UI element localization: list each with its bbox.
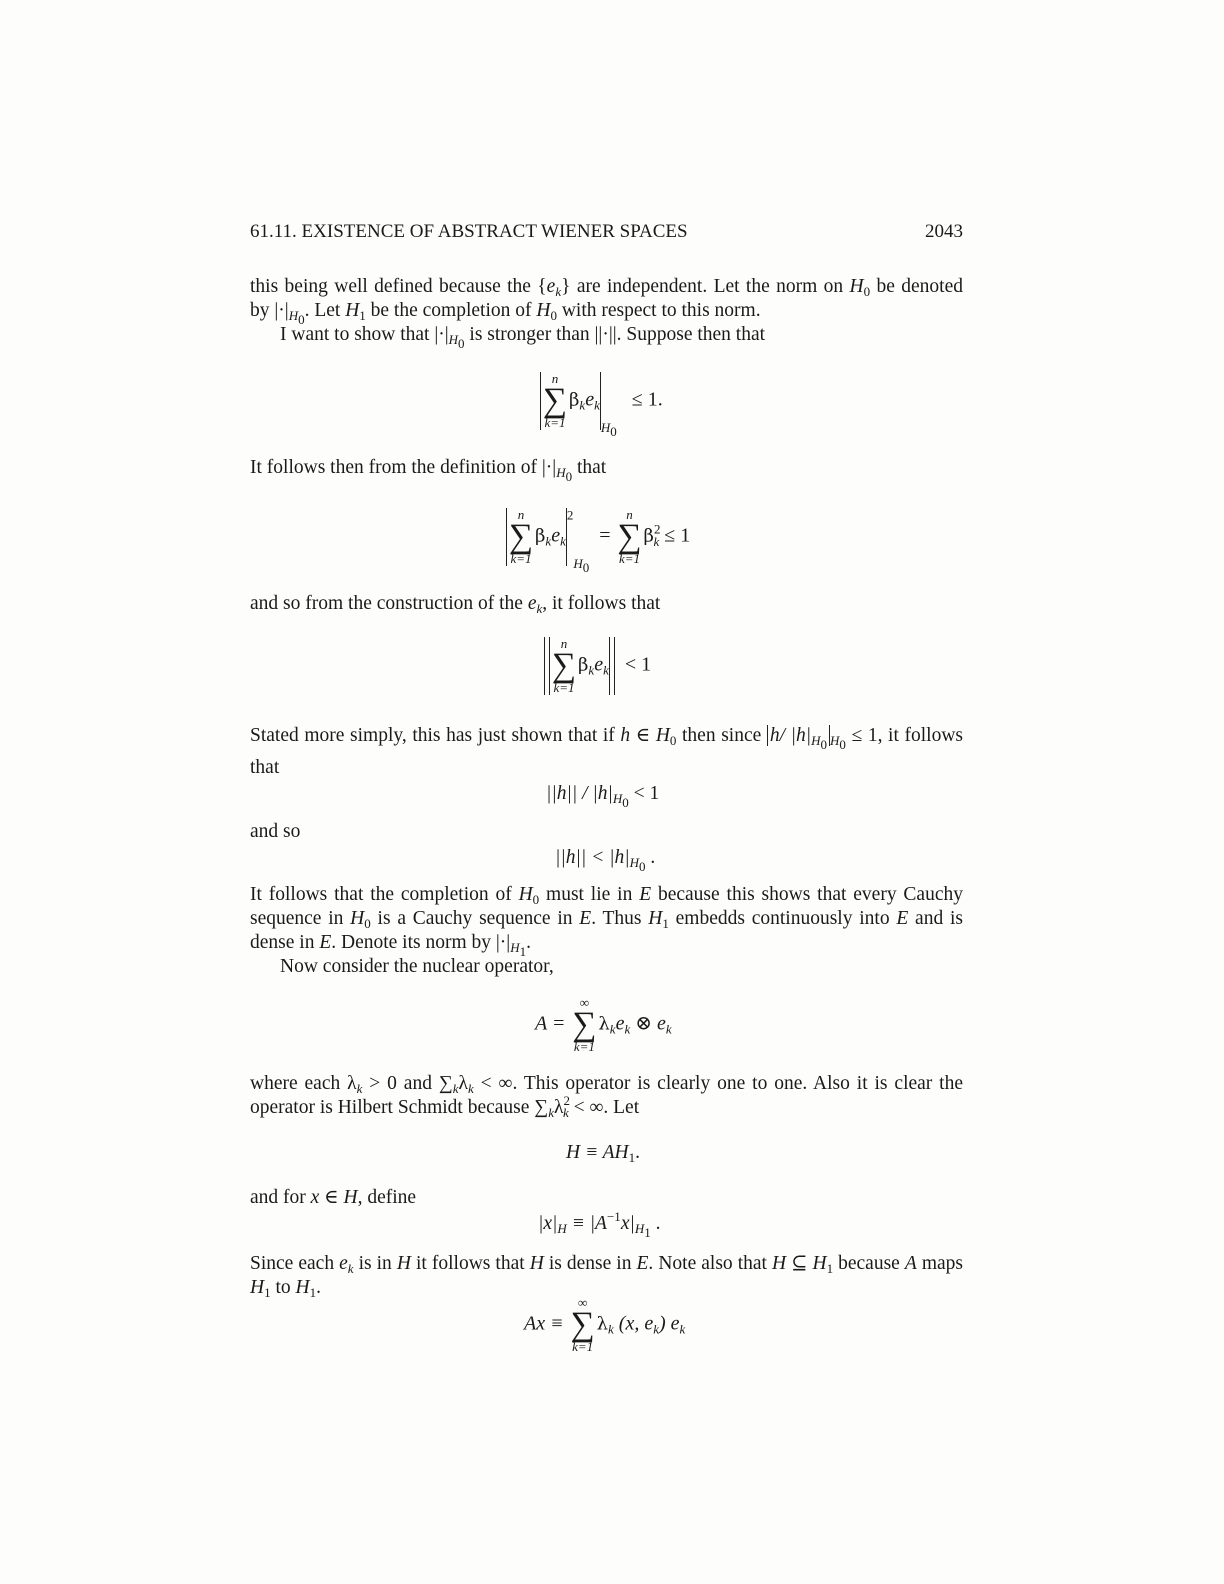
- paragraph-line: Since each $e_k$ is in H it follows that H is dense in E. Note also that H ⊆ $H_1$ because A maps: [250, 1253, 963, 1276]
- paragraph-line: this being well defined because the $\{e_k\}$ are independent. Let the norm on $H_0$ be denoted: [250, 276, 964, 299]
- paragraph-line: It follows that the completion of $H_0$ must lie in E because this shows that every Cauchy: [250, 884, 963, 907]
- paragraph-line: Now consider the nuclear operator,: [280, 956, 554, 977]
- paragraph-line: and so: [250, 821, 301, 842]
- paragraph-line: and for x ∈ H, define: [250, 1187, 417, 1208]
- paragraph-line: I want to show that $|\cdot|_{H_0}$ is stronger than ||·||. Suppose then that: [280, 324, 766, 351]
- equation-2: n ∑ k=1 $\beta_ke_k^2_{H_0}$ = n ∑ k=1 $\beta^2_k \le 1$: [506, 508, 690, 568]
- section-title: 61.11. EXISTENCE OF ABSTRACT WIENER SPACES: [250, 221, 688, 242]
- equation-6: A = ∞ ∑ k=1 $\lambda_ke_k$ ⊗ $e_k$: [535, 995, 672, 1054]
- paragraph-line: where each $\lambda_k > 0$ and $\sum_k\lambda_k$ < ∞. This operator is clearly one to one. Also it is clear the: [250, 1073, 964, 1096]
- paragraph-line: by $|\cdot|_{H_0}$. Let $H_1$ be the completion of $H_0$ with respect to this norm.: [250, 300, 761, 327]
- page-number: 2043: [925, 221, 963, 242]
- paragraph-line: that: [250, 757, 280, 778]
- paragraph-line: $H_1$ to $H_1$.: [250, 1277, 321, 1300]
- running-header: [250, 220, 963, 244]
- paragraph-line: operator is Hilbert Schmidt because $\sum_k\lambda^2_k$ < ∞. Let: [250, 1093, 640, 1120]
- equation-8: $|x|_H \equiv |A^{-1}x|_{H_1}$ .: [538, 1209, 661, 1240]
- equation-9: Ax ≡ ∞ ∑ k=1 $\lambda_k$ (x, $e_k$) $e_k$: [524, 1295, 686, 1354]
- paragraph-line: and so from the construction of the $e_k$, it follows that: [250, 593, 661, 616]
- equation-3: n ∑ k=1 $\beta_ke_k < 1$: [544, 637, 651, 695]
- paragraph-line: Stated more simply, this has just shown that if h ∈ $H_0$ then since h/ $|h|_{H_0}$ $_{H_0}$ ≤ 1, it follows: [250, 725, 964, 752]
- paragraph-line: It follows then from the definition of $|\cdot|_{H_0}$ that: [250, 457, 607, 484]
- equation-5: $||h|| < |h|_{H_0}$ .: [555, 847, 656, 874]
- paragraph-line: dense in E. Denote its norm by $|\cdot|_{H_1}$.: [250, 932, 531, 959]
- equation-7: $H \equiv AH_1$.: [566, 1142, 641, 1165]
- paragraph-line: sequence in $H_0$ is a Cauchy sequence in E. Thus $H_1$ embedds continuously into E and is: [250, 908, 963, 931]
- equation-4: $||h|| / |h|_{H_0} < 1$: [546, 783, 660, 810]
- equation-1: n ∑ k=1 $\beta_ke_{kH_0} \le 1$.: [540, 372, 663, 432]
